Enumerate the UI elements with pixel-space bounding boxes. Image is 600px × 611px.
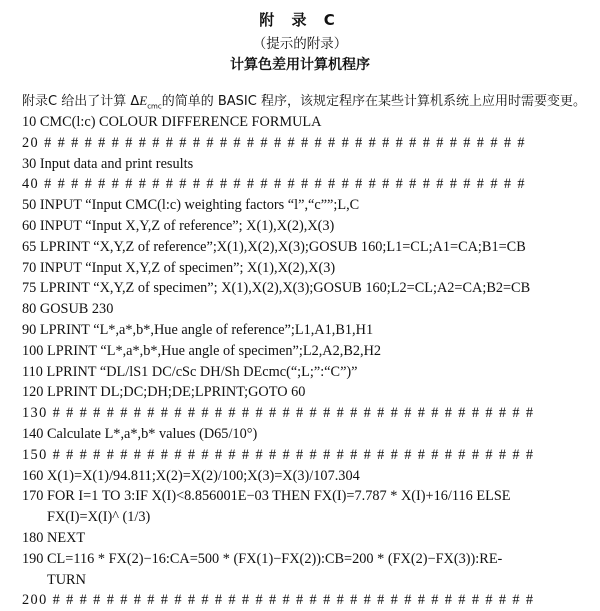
- separator-line: 200 # # # # # # # # # # # # # # # # # # # # # # # # # # # # # # # # # # # #: [22, 592, 535, 609]
- intro-symbol: E: [139, 93, 148, 108]
- separator-line: 150 # # # # # # # # # # # # # # # # # # # # # # # # # # # # # # # # # # # #: [22, 446, 535, 463]
- program-line: 90 LPRINT “L*,a*,b*,Hue angle of reference”;L1,A1,B1,H1: [22, 321, 374, 338]
- program-line: 190 CL=116 * FX(2)−16:CA=500 * (FX(1)−FX(2)):CB=200 * (FX(2)−FX(3)):RE-: [22, 550, 503, 567]
- program-line: 50 INPUT “Input CMC(l:c) weighting factors “l”,“c””;L,C: [22, 197, 360, 214]
- program-line: TURN: [47, 571, 86, 588]
- basic-program-listing: [22, 112, 592, 611]
- program-line: 10 CMC(l:c) COLOUR DIFFERENCE FORMULA: [22, 114, 322, 130]
- program-line: FX(I)=X(I)^ (1/3): [47, 509, 151, 526]
- program-line: 100 LPRINT “L*,a*,b*,Hue angle of specimen”;L2,A2,B2,H2: [22, 342, 382, 359]
- separator-line: 20 # # # # # # # # # # # # # # # # # # # # # # # # # # # # # # # # # # # #: [22, 134, 526, 151]
- program-line: 110 LPRINT “DL/lS1 DC/cSc DH/Sh DEcmc(“;L;”:“C”)”: [22, 363, 358, 380]
- program-line: 180 NEXT: [22, 529, 86, 546]
- program-line: 140 Calculate L*,a*,b* values (D65/10°): [22, 425, 258, 442]
- appendix-heading: 计算色差用计算机程序: [230, 57, 370, 73]
- program-line: 75 LPRINT “X,Y,Z of specimen”; X(1),X(2),X(3);GOSUB 160;L2=CL;A2=CA;B2=CB: [22, 280, 531, 297]
- program-line: 70 INPUT “Input X,Y,Z of specimen”; X(1),X(2),X(3): [22, 259, 336, 276]
- separator-line: 130 # # # # # # # # # # # # # # # # # # # # # # # # # # # # # # # # # # # #: [22, 405, 535, 422]
- appendix-subtitle: （提示的附录）: [252, 36, 348, 52]
- program-line: 30 Input data and print results: [22, 155, 194, 172]
- separator-line: 40 # # # # # # # # # # # # # # # # # # # # # # # # # # # # # # # # # # # #: [22, 176, 526, 193]
- program-line: 120 LPRINT DL;DC;DH;DE;LPRINT;GOTO 60: [22, 384, 306, 401]
- program-line: 160 X(1)=X(1)/94.811;X(2)=X(2)/100;X(3)=X(3)/107.304: [22, 467, 360, 484]
- program-line: 170 FOR I=1 TO 3:IF X(I)<8.856001E−03 THEN FX(I)=7.787 * X(I)+16/116 ELSE: [22, 488, 511, 505]
- intro-before: 附录C 给出了计算 Δ: [22, 94, 140, 109]
- intro-after: 的简单的 BASIC 程序，该规定程序在某些计算机系统上应用时需要变更。: [161, 94, 586, 109]
- appendix-title: 附 录 C: [259, 11, 341, 29]
- program-line: 60 INPUT “Input X,Y,Z of reference”; X(1),X(2),X(3): [22, 217, 335, 234]
- program-line: 65 LPRINT “X,Y,Z of reference”;X(1),X(2),X(3);GOSUB 160;L1=CL;A1=CA;B1=CB: [22, 238, 526, 255]
- program-line: 80 GOSUB 230: [22, 301, 114, 318]
- intro-paragraph: [22, 90, 586, 111]
- intro-subscript: cmc: [147, 102, 162, 111]
